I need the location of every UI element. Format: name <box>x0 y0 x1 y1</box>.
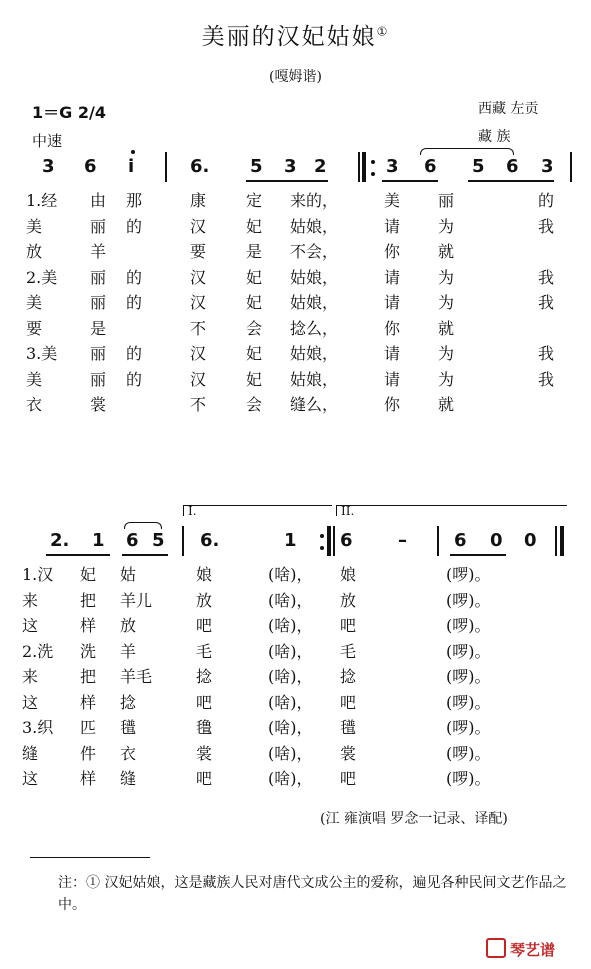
lyric-syllable: 件 <box>80 743 97 763</box>
note: 5 <box>152 530 165 551</box>
lyric-syllable: 美 <box>26 293 43 312</box>
lyric-syllable: 吧 <box>196 769 213 788</box>
lyric-syllable: 放 <box>120 616 137 635</box>
lyric-syllable: 美 <box>26 216 43 236</box>
lyric-syllable: 丽 <box>90 267 107 287</box>
lyric-syllable: 姑娘， <box>290 369 339 389</box>
watermark-logo: 琴艺谱 <box>486 938 555 960</box>
lyric-syllable: 娘 <box>340 565 357 584</box>
note: – <box>398 530 407 551</box>
lyric-syllable: 氆 <box>340 718 357 737</box>
lyric-syllable: 吧 <box>340 769 357 788</box>
volta-bracket-1 <box>183 505 332 516</box>
note: 6 <box>84 156 97 177</box>
note: 5 <box>250 156 263 177</box>
lyric-syllable: 会 <box>246 318 263 338</box>
repeat-start-bar <box>362 152 366 182</box>
lyric-syllable: 裳 <box>196 743 213 763</box>
lyric-syllable: 会 <box>246 395 263 414</box>
lyric-syllable: 就 <box>438 395 455 414</box>
barline <box>570 152 572 182</box>
lyric-syllable: 裳 <box>90 395 107 414</box>
note: 3 <box>284 156 297 177</box>
final-barline-thin <box>555 526 557 556</box>
lyric-syllable: 缝 <box>120 769 137 788</box>
note: 6. <box>200 530 220 551</box>
lyric-syllable: 姑娘， <box>290 344 339 363</box>
lyric-syllable: 姑娘， <box>290 267 339 287</box>
beam-underline <box>468 180 554 182</box>
lyric-syllable: 裳 <box>340 743 357 763</box>
lyric-syllable: 羊 <box>90 242 107 261</box>
lyric-syllable: (啥)， <box>268 667 313 686</box>
lyric-syllable: 康 <box>190 191 207 210</box>
lyric-syllable: 氆 <box>120 718 137 737</box>
note: 3 <box>541 156 554 177</box>
lyric-syllable: 吧 <box>196 692 213 712</box>
final-barline-thick <box>560 526 564 556</box>
lyric-syllable: 衣 <box>26 395 43 414</box>
lyric-syllable: 是 <box>90 318 107 338</box>
lyric-syllable: 1.汉 <box>22 565 54 584</box>
lyric-syllable: 捻么， <box>290 318 339 338</box>
logo-icon <box>486 938 506 958</box>
note: 2. <box>50 530 70 551</box>
lyric-syllable: 洗 <box>80 641 97 661</box>
lyric-syllable: 毛 <box>196 641 213 661</box>
lyric-syllable: 吧 <box>196 616 213 635</box>
repeat-end-bar <box>327 526 331 556</box>
lyric-syllable: 的 <box>126 293 143 312</box>
lyric-syllable: 为 <box>438 293 455 312</box>
note: 6. <box>190 156 210 177</box>
lyric-syllable: 我 <box>538 267 555 287</box>
lyric-syllable: 的 <box>126 369 143 389</box>
lyric-syllable: 来 <box>22 667 39 686</box>
lyric-syllable: 2.洗 <box>22 641 54 661</box>
footnote: 注：① 汉妃姑娘，这是藏族人民对唐代文成公主的爱称，遍见各种民间文艺作品之中。 <box>58 875 567 913</box>
lyric-syllable: 你 <box>384 242 401 261</box>
lyric-syllable: 3.织 <box>22 718 54 737</box>
note: 6 <box>454 530 467 551</box>
lyric-syllable: 丽 <box>90 216 107 236</box>
lyric-syllable: 捻 <box>340 667 357 686</box>
note: 1 <box>92 530 105 551</box>
lyric-syllable: (啥)， <box>268 718 313 737</box>
lyric-syllable: 请 <box>384 216 401 236</box>
footnote-rule <box>30 857 150 858</box>
lyric-syllable: 我 <box>538 344 555 363</box>
slur <box>420 148 514 155</box>
lyric-syllable: (啰)。 <box>446 692 491 712</box>
lyric-syllable: (啰)。 <box>446 641 491 661</box>
lyric-syllable: 来的， <box>290 191 339 210</box>
lyric-syllable: 我 <box>538 293 555 312</box>
key-signature: 1＝G 2/4 <box>32 103 106 122</box>
note: 3 <box>386 156 399 177</box>
lyric-syllable: 放 <box>196 590 213 610</box>
lyric-syllable: (啥)， <box>268 769 313 788</box>
lyric-syllable: 捻 <box>196 667 213 686</box>
lyric-syllable: 匹 <box>80 718 97 737</box>
note: 2 <box>314 156 327 177</box>
lyric-syllable: 娘 <box>196 565 213 584</box>
lyric-syllable: 请 <box>384 369 401 389</box>
lyric-syllable: 你 <box>384 318 401 338</box>
lyric-syllable: 来 <box>22 590 39 610</box>
lyric-syllable: (啥)， <box>268 692 313 712</box>
lyric-syllable: 为 <box>438 267 455 287</box>
attribution-region: 西藏 左贡 <box>478 101 539 117</box>
lyric-syllable: 汉 <box>190 293 207 312</box>
lyric-syllable: (啰)。 <box>446 616 491 635</box>
lyric-syllable: 姑 <box>120 565 137 584</box>
page-title: 美丽的汉妃姑娘① <box>201 24 390 50</box>
lyric-syllable: 1.经 <box>26 191 58 210</box>
lyric-syllable: 吧 <box>340 616 357 635</box>
repeat-dot <box>371 160 375 164</box>
subtitle: (嘎姆谐) <box>269 69 322 85</box>
lyric-syllable: (啰)。 <box>446 769 491 788</box>
lyric-syllable: 汉 <box>190 369 207 389</box>
lyric-syllable: 捻 <box>120 692 137 712</box>
lyric-syllable: 样 <box>80 769 97 788</box>
repeat-dot <box>320 546 324 550</box>
lyric-syllable: 姑娘， <box>290 216 339 236</box>
lyric-syllable: 缝 <box>22 743 39 763</box>
lyric-syllable: 这 <box>22 692 39 712</box>
lyric-syllable: 放 <box>340 590 357 610</box>
note: i <box>128 156 135 177</box>
note: 6 <box>340 530 353 551</box>
beam-underline <box>122 554 168 556</box>
note: 3 <box>42 156 55 177</box>
performer-credit: (江 雍演唱 罗念一记录、译配) <box>320 811 508 827</box>
lyric-syllable: 为 <box>438 369 455 389</box>
barline <box>333 526 335 556</box>
lyric-syllable: 不 <box>190 318 207 338</box>
lyric-syllable: 丽 <box>438 191 455 210</box>
barline <box>182 526 184 556</box>
beam-underline <box>450 554 506 556</box>
lyric-syllable: 丽 <box>90 344 107 363</box>
lyric-syllable: 的 <box>538 191 555 210</box>
volta-bracket-2 <box>336 505 567 516</box>
lyric-syllable: 我 <box>538 216 555 236</box>
lyric-syllable: 为 <box>438 216 455 236</box>
lyric-syllable: 汉 <box>190 267 207 287</box>
lyric-syllable: 要 <box>26 318 43 338</box>
lyric-syllable: (啰)。 <box>446 565 491 584</box>
lyric-syllable: 请 <box>384 344 401 363</box>
lyric-syllable: 就 <box>438 242 455 261</box>
repeat-dot <box>371 172 375 176</box>
note: 6 <box>506 156 519 177</box>
lyric-syllable: 姑娘， <box>290 293 339 312</box>
lyric-syllable: (啥)， <box>268 565 313 584</box>
lyric-syllable: 美 <box>26 369 43 389</box>
lyric-syllable: 妃 <box>246 267 263 287</box>
lyric-syllable: 不会， <box>290 242 339 261</box>
lyric-syllable: 缝么， <box>290 395 339 414</box>
lyric-syllable: (啰)。 <box>446 743 491 763</box>
lyric-syllable: 2.美 <box>26 267 58 287</box>
lyric-syllable: 要 <box>190 242 207 261</box>
lyric-syllable: 丽 <box>90 369 107 389</box>
beam-underline <box>382 180 438 182</box>
lyric-syllable: 羊 <box>120 641 137 661</box>
attribution-ethnicity: 藏 族 <box>478 129 511 145</box>
barline <box>358 152 360 182</box>
lyric-syllable: 的 <box>126 344 143 363</box>
lyric-syllable: 请 <box>384 267 401 287</box>
tempo-marking: 中速 <box>32 132 63 150</box>
lyric-syllable: 请 <box>384 293 401 312</box>
note: 1 <box>284 530 297 551</box>
lyric-syllable: 羊儿 <box>120 590 153 610</box>
lyric-syllable: 毛 <box>340 641 357 661</box>
lyric-syllable: 我 <box>538 369 555 389</box>
lyric-syllable: 放 <box>26 242 43 261</box>
lyric-syllable: 为 <box>438 344 455 363</box>
lyric-syllable: 样 <box>80 692 97 712</box>
lyric-syllable: 吧 <box>340 692 357 712</box>
lyric-syllable: 的 <box>126 267 143 287</box>
lyric-syllable: 羊毛 <box>120 667 153 686</box>
lyric-syllable: 妃 <box>246 293 263 312</box>
lyric-syllable: 衣 <box>120 743 137 763</box>
lyric-syllable: 样 <box>80 616 97 635</box>
lyric-syllable: (啰)。 <box>446 590 491 610</box>
lyric-syllable: 妃 <box>246 369 263 389</box>
lyric-syllable: 3.美 <box>26 344 58 363</box>
lyric-syllable: 美 <box>384 191 401 210</box>
lyric-syllable: 不 <box>190 395 207 414</box>
lyric-syllable: 那 <box>126 191 143 210</box>
octave-dot <box>131 150 135 154</box>
lyric-syllable: (啰)。 <box>446 667 491 686</box>
repeat-dot <box>320 534 324 538</box>
note: 0 <box>490 530 503 551</box>
lyric-syllable: 把 <box>80 590 97 610</box>
beam-underline <box>246 180 328 182</box>
lyric-syllable: (啥)， <box>268 590 313 610</box>
slur <box>124 522 162 529</box>
lyric-syllable: 定 <box>246 191 263 210</box>
lyric-syllable: 是 <box>246 242 263 261</box>
note: 6 <box>126 530 139 551</box>
note: 5 <box>472 156 485 177</box>
lyric-syllable: (啰)。 <box>446 718 491 737</box>
volta-label-1: I. <box>188 504 197 518</box>
lyric-syllable: 的 <box>126 216 143 236</box>
lyric-syllable: 丽 <box>90 293 107 312</box>
barline <box>165 152 167 182</box>
barline <box>437 526 439 556</box>
lyric-syllable: 妃 <box>246 344 263 363</box>
footnote-marker: ① <box>376 24 390 39</box>
lyric-syllable: 就 <box>438 318 455 338</box>
lyric-syllable: 汉 <box>190 344 207 363</box>
volta-label-2: II. <box>341 504 355 518</box>
lyric-syllable: 汉 <box>190 216 207 236</box>
lyric-syllable: (啥)， <box>268 616 313 635</box>
lyric-syllable: (啥)， <box>268 743 313 763</box>
lyric-syllable: 这 <box>22 616 39 635</box>
lyric-syllable: 由 <box>90 191 107 210</box>
lyric-syllable: 氇 <box>196 718 213 737</box>
lyric-syllable: 妃 <box>246 216 263 236</box>
lyric-syllable: 妃 <box>80 565 97 584</box>
lyric-syllable: 这 <box>22 769 39 788</box>
note: 0 <box>524 530 537 551</box>
lyric-syllable: 你 <box>384 395 401 414</box>
lyric-syllable: (啥)， <box>268 641 313 661</box>
lyric-syllable: 把 <box>80 667 97 686</box>
note: 6 <box>424 156 437 177</box>
beam-underline <box>46 554 110 556</box>
